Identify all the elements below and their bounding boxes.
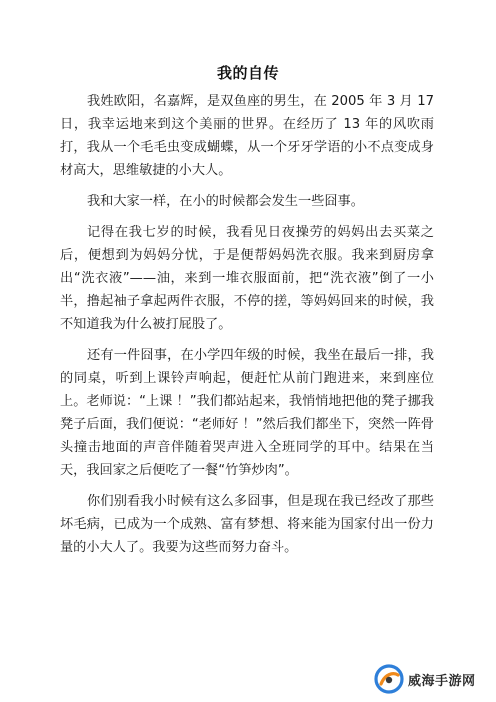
paragraph-conclusion: 你们别看我小时候有这么多囧事，但是现在我已经改了那些坏毛病，已成为一个成熟、富有梦想、将来能为国家付出一份力量的小大人了。我要为这些而努力奋斗。 (60, 494, 434, 555)
paragraph-funny-things: 我和大家一样，在小的时候都会发生一些囧事。 (87, 194, 364, 209)
document-title: 我的自传 (216, 64, 279, 82)
document-body (60, 90, 434, 567)
site-watermark (374, 662, 486, 696)
site-logo-icon (374, 664, 404, 694)
watermark-text: 威海手游网 (408, 673, 476, 689)
paragraph-intro: 我姓欧阳，名嘉辉，是双鱼座的男生，在 2005 年 3 月 17 日，我幸运地来到这个美丽的世界。在经历了 13 年的风吹雨打，我从一个毛毛虫变成蝴蝶，从一个牙牙学语的小不点变成身材高大，思维敏捷的小大人。 (60, 94, 434, 178)
paragraph-laundry-story: 记得在我七岁的时候，我看见日夜操劳的妈妈出去买菜之后，便想到为妈妈分忧，于是便帮妈妈洗衣服。我来到厨房拿出“洗衣液”——油，来到一堆衣服面前，把“洗衣液”倒了一小半，撸起袖子拿起两件衣服，不停的搓，等妈妈回来的时候，我不知道我为什么被打屁股了。 (60, 225, 434, 332)
paragraph-classroom-story: 还有一件囧事，在小学四年级的时候，我坐在最后一排，我的同桌，听到上课铃声响起，便赶忙从前门跑进来，来到座位上。老师说：“上课 ！”我们都站起来，我悄悄地把他的凳子挪我凳子后面，我们便说：“老师好 ！”然后我们都坐下，突然一阵骨头撞击地面的声音伴随着哭声进入全班同学的耳中。结果在当天，我回家之后便吃了一餐“竹笋炒肉”。 (60, 348, 434, 478)
